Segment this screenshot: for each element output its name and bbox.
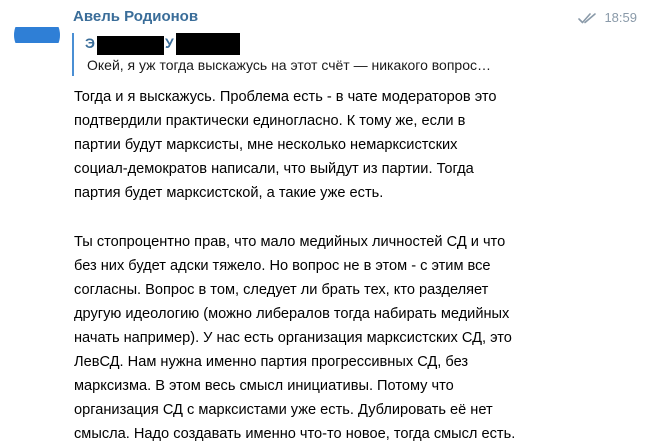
avatar[interactable] [14, 12, 60, 58]
body-line: другую идеологию (можно либералов тогда набирать медийных [74, 305, 510, 322]
body-line: без них будет адски тяжело. Но вопрос не в этом - с этим все [74, 257, 491, 274]
paragraph-gap [74, 205, 634, 229]
reply-author [85, 33, 572, 53]
body-line: партия будет марксистской, а такие уже есть. [74, 185, 384, 202]
body-line: начать например). У нас есть организация марксистских СД, это [74, 329, 512, 346]
body-line: партии будут марксисты, мне несколько немарксистских [74, 137, 458, 154]
message-time: 18:59 [604, 10, 637, 25]
body-line: организация СД с марксистами уже есть. Дублировать её нет [74, 402, 493, 419]
body-line: марксизма. В этом весь смысл инициативы. Потому что [74, 378, 454, 395]
body-line: подтвердили практически единогласно. К тому же, если в [74, 113, 466, 130]
avatar-band-top [14, 12, 60, 27]
reply-author-initial-second: У [165, 35, 174, 51]
body-line: Тогда и я выскажусь. Проблема есть - в чате модераторов это [74, 89, 497, 105]
body-line: согласны. Вопрос в том, следует ли брать тех, кто разделяет [74, 281, 489, 298]
body-line: Ты стопроцентно прав, что мало медийных личностей СД и что [74, 233, 506, 250]
body-line: ЛевСД. Нам нужна именно партия прогрессивных СД, без [74, 354, 469, 371]
double-check-icon [578, 12, 598, 24]
reply-quote[interactable] [72, 33, 572, 76]
avatar-band-middle [14, 27, 60, 43]
redaction-block [176, 33, 240, 55]
reply-text: Окей, я уж тогда выскажусь на этот счёт — никакого вопрос… [87, 57, 491, 73]
body-line: смысла. Надо создавать именно что-то новое, тогда смысл есть. [74, 426, 516, 443]
redaction-block [97, 36, 164, 55]
body-line: социал-демократов написали, что выйдут из партии. Тогда [74, 161, 474, 178]
message-meta [578, 10, 637, 25]
reply-author-initial-first: Э [85, 35, 95, 51]
message-author[interactable]: Авель Родионов [73, 8, 199, 25]
message-body [74, 85, 634, 446]
avatar-band-bottom [14, 43, 60, 58]
